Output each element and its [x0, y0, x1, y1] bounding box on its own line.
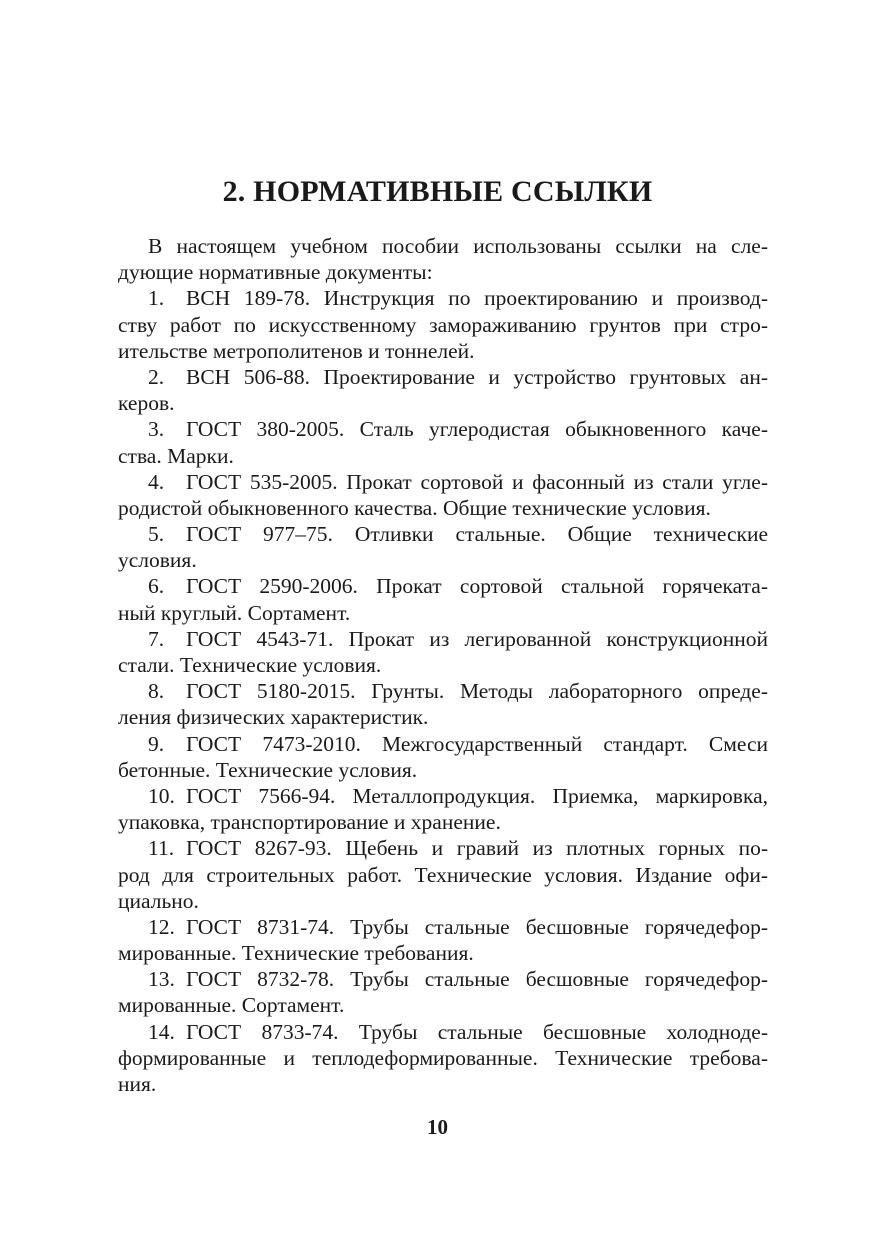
reference-number: 10. — [148, 783, 175, 808]
reference-number: 2. — [148, 364, 165, 389]
reference-item — [118, 1019, 768, 1098]
reference-line — [118, 783, 768, 809]
reference-line: циально. — [118, 888, 199, 913]
reference-line: формированные и теплодеформированные. Технические требова- — [118, 1045, 768, 1070]
reference-item — [118, 469, 768, 521]
reference-number: 9. — [148, 731, 165, 756]
reference-line: упаковка, транспортирование и хранение. — [118, 810, 501, 835]
section-heading: 2. НОРМАТИВНЫЕ ССЫЛКИ — [222, 175, 653, 208]
reference-number: 1. — [148, 286, 165, 311]
reference-item — [118, 626, 768, 678]
reference-number: 12. — [148, 914, 175, 939]
reference-line: мированные. Технические требования. — [118, 941, 474, 966]
reference-number: 8. — [148, 679, 165, 704]
reference-item — [118, 364, 768, 416]
reference-line: ства. Марки. — [118, 443, 234, 468]
reference-line — [118, 469, 768, 495]
reference-item — [118, 416, 768, 468]
reference-number: 6. — [148, 574, 165, 599]
reference-line — [118, 731, 768, 757]
reference-line: мированные. Сортамент. — [118, 993, 345, 1018]
reference-text: ГОСТ 535-2005. Прокат сортовой и фасонный из стали угле- — [186, 469, 768, 494]
reference-line: ления физических характеристик. — [118, 705, 429, 730]
intro-paragraph — [118, 233, 768, 285]
reference-number: 14. — [148, 1019, 175, 1044]
reference-text: ГОСТ 8732-78. Трубы стальные бесшовные горячедефор- — [186, 967, 768, 992]
reference-text: ГОСТ 5180-2015. Грунты. Методы лабораторного опреде- — [186, 679, 768, 704]
reference-line — [118, 573, 768, 599]
reference-line — [118, 1019, 768, 1045]
reference-text: ГОСТ 2590-2006. Прокат сортовой стальной горячеката- — [186, 574, 768, 599]
reference-item — [118, 678, 768, 730]
reference-text: ГОСТ 8733-74. Трубы стальные бесшовные холодноде- — [186, 1019, 768, 1044]
reference-line: бетонные. Технические условия. — [118, 757, 418, 782]
reference-text: ВСН 189-78. Инструкция по проектированию и производ- — [186, 286, 768, 311]
reference-number: 13. — [148, 967, 175, 992]
reference-item — [118, 573, 768, 625]
reference-text: ГОСТ 977–75. Отливки стальные. Общие технические — [186, 522, 768, 547]
reference-line: ный круглый. Сортамент. — [118, 600, 351, 625]
intro-line: В настоящем учебном пособии использованы ссылки на сле- — [148, 234, 768, 258]
reference-item — [118, 835, 768, 914]
reference-item — [118, 285, 768, 364]
reference-line — [118, 521, 768, 547]
reference-text: ГОСТ 4543-71. Прокат из легированной конструкционной — [186, 626, 768, 651]
reference-line: родистой обыкновенного качества. Общие технические условия. — [118, 495, 711, 520]
reference-line: стали. Технические условия. — [118, 653, 382, 677]
reference-line: ству работ по искусственному замораживанию грунтов при стро- — [118, 312, 768, 337]
reference-line — [118, 285, 768, 311]
reference-line — [118, 678, 768, 704]
reference-line: ния. — [118, 1072, 157, 1096]
reference-text: ВСН 506-88. Проектирование и устройство грунтовых ан- — [186, 364, 768, 389]
reference-text: ГОСТ 380-2005. Сталь углеродистая обыкновенного каче- — [186, 417, 768, 442]
reference-line — [118, 416, 768, 442]
reference-line — [118, 966, 768, 992]
reference-list — [118, 285, 768, 1097]
reference-line — [118, 835, 768, 861]
intro-line: дующие нормативные документы: — [118, 260, 433, 285]
page-number: 10 — [427, 1115, 448, 1139]
reference-number: 11. — [148, 836, 175, 861]
reference-line: условия. — [118, 548, 197, 573]
reference-number: 7. — [148, 626, 165, 651]
reference-text: ГОСТ 8731-74. Трубы стальные бесшовные горячедефор- — [186, 914, 768, 939]
reference-item — [118, 521, 768, 573]
reference-text: ГОСТ 7473-2010. Межгосударственный стандарт. Смеси — [186, 731, 768, 756]
reference-item — [118, 966, 768, 1018]
reference-text: ГОСТ 7566-94. Металлопродукция. Приемка, маркировка, — [186, 783, 768, 808]
reference-line — [118, 914, 768, 940]
reference-item — [118, 783, 768, 835]
reference-line — [118, 626, 768, 652]
reference-line: керов. — [118, 391, 175, 416]
reference-line: род для строительных работ. Технические условия. Издание офи- — [118, 862, 768, 887]
reference-line: ительстве метрополитенов и тоннелей. — [118, 338, 475, 363]
reference-number: 5. — [148, 522, 165, 547]
reference-text: ГОСТ 8267-93. Щебень и гравий из плотных горных по- — [186, 836, 768, 861]
reference-line — [118, 364, 768, 390]
reference-number: 3. — [148, 417, 165, 442]
reference-item — [118, 731, 768, 783]
references-body — [118, 233, 768, 1097]
reference-item — [118, 914, 768, 966]
reference-number: 4. — [148, 469, 165, 494]
